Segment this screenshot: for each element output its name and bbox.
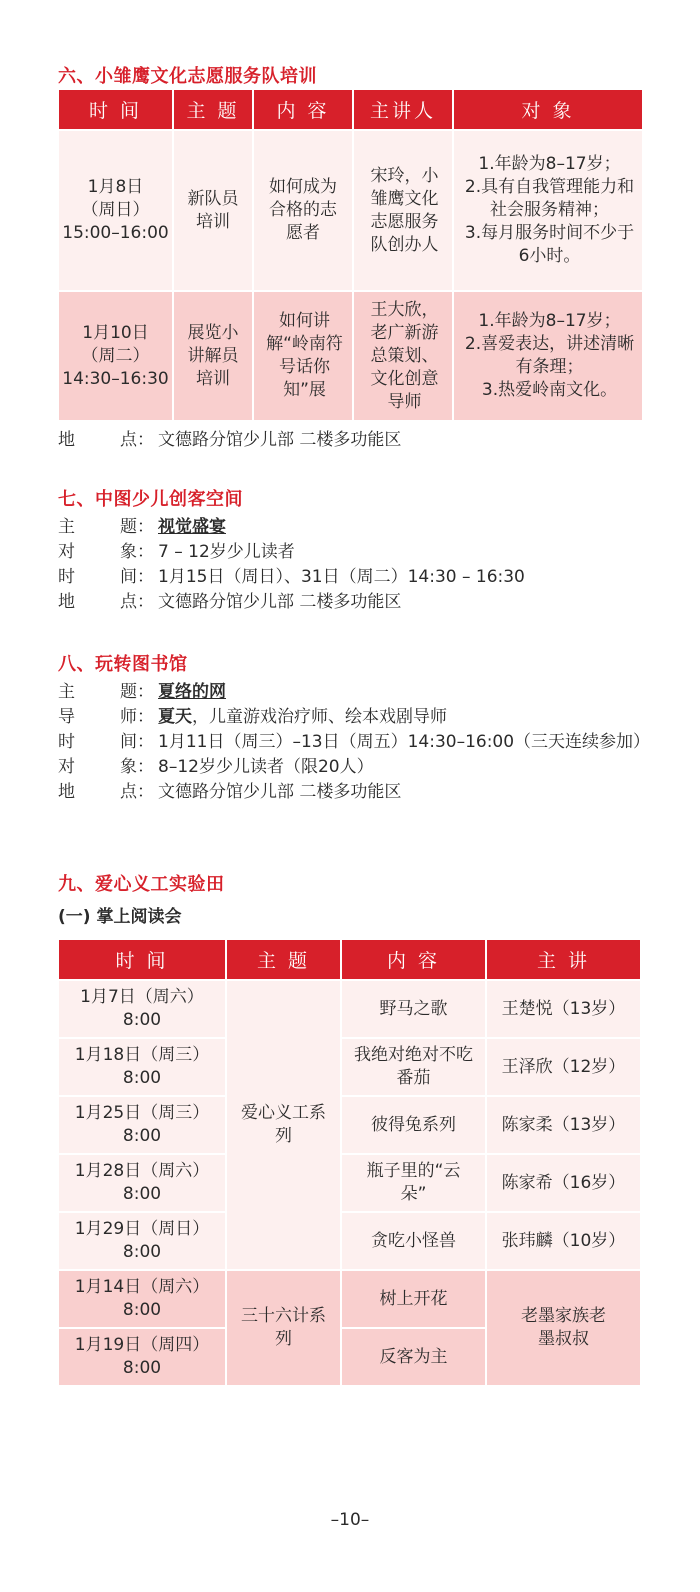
cell-time: 1月8日 （周日） 15:00–16:00 (59, 129, 172, 290)
table-row (59, 1269, 640, 1327)
cell-time: 1月7日（周六） 8:00 (59, 979, 225, 1037)
cell-time: 1月14日（周六） 8:00 (59, 1269, 225, 1327)
section8-theme: 夏络的网 (158, 682, 226, 702)
section7-time: 1月15日（周日）、31日（周二）14:30 – 16:30 (158, 567, 525, 587)
cell-content: 贪吃小怪兽 (342, 1211, 485, 1269)
cell-content: 彼得兔系列 (342, 1095, 485, 1153)
section7-info: 主 题 ： 视觉盛宴 对 象 ： 7 – 12岁少儿读者 时 间 ： 1月15日（周日）、31日（周二）14:30 – 16:30 地 点 ： 文德路分馆少儿部 二楼多功能区 (58, 515, 658, 615)
cell-time: 1月25日（周三） 8:00 (59, 1095, 225, 1153)
section7-theme: 视觉盛宴 (158, 517, 226, 537)
cell-content: 我绝对绝对不吃番茄 (342, 1037, 485, 1095)
header-target: 对 象 (454, 90, 642, 129)
cell-speaker: 陈家希（16岁） (487, 1153, 640, 1211)
section9-title: 九、爱心义工实验田 (58, 874, 225, 895)
header-time: 时 间 (59, 940, 225, 979)
header-content: 内 容 (254, 90, 352, 129)
cell-target: 1.年龄为8–17岁； 2.喜爱表达，讲述清晰有条理； 3.热爱岭南文化。 (454, 290, 642, 420)
cell-speaker: 宋玲，小雏鹰文化志愿服务队创办人 (354, 129, 452, 290)
header-speaker: 主 讲 (487, 940, 640, 979)
section7-location: 文德路分馆少儿部 二楼多功能区 (158, 592, 402, 612)
reading-session-table (57, 940, 642, 1385)
cell-time: 1月10日 （周二） 14:30–16:30 (59, 290, 172, 420)
header-time: 时 间 (59, 90, 172, 129)
cell-speaker: 王大欣，老广新游总策划、文化创意导师 (354, 290, 452, 420)
cell-content: 如何成为合格的志愿者 (254, 129, 352, 290)
volunteer-training-table (57, 90, 644, 420)
section6-title: 六、小雏鹰文化志愿服务队培训 (58, 66, 317, 87)
cell-topic-volunteer: 爱心义工系列 (227, 979, 340, 1269)
location-label: 地 点 ： (58, 428, 158, 453)
cell-target: 1.年龄为8–17岁； 2.具有自我管理能力和社会服务精神； 3.每月服务时间不少于6小时。 (454, 129, 642, 290)
header-content: 内 容 (342, 940, 485, 979)
cell-topic: 新队员培训 (174, 129, 252, 290)
section8-location: 文德路分馆少儿部 二楼多功能区 (158, 782, 402, 802)
header-speaker: 主讲人 (354, 90, 452, 129)
section9-subtitle: (一) 掌上阅读会 (58, 907, 182, 927)
cell-time: 1月28日（周六） 8:00 (59, 1153, 225, 1211)
cell-topic: 展览小讲解员培训 (174, 290, 252, 420)
cell-time: 1月19日（周四） 8:00 (59, 1327, 225, 1385)
page-number: –10– (330, 1510, 370, 1530)
section6-location: 地 点 ： 文德路分馆少儿部 二楼多功能区 (58, 428, 658, 453)
table-row (59, 1211, 640, 1269)
cell-content: 反客为主 (342, 1327, 485, 1385)
cell-speaker-group: 老墨家族老墨叔叔 (487, 1269, 640, 1385)
table-row (59, 129, 642, 290)
table-row (59, 1037, 640, 1095)
section8-mentor: 夏天，儿童游戏治疗师、绘本戏剧导师 (158, 707, 447, 727)
cell-speaker: 王楚悦（13岁） (487, 979, 640, 1037)
cell-time: 1月29日（周日） 8:00 (59, 1211, 225, 1269)
table-row (59, 290, 642, 420)
table-row (59, 1153, 640, 1211)
cell-speaker: 王泽欣（12岁） (487, 1037, 640, 1095)
section7-title: 七、中图少儿创客空间 (58, 489, 243, 510)
section8-audience: 8–12岁少儿读者（限20人） (158, 757, 374, 777)
cell-content: 树上开花 (342, 1269, 485, 1327)
cell-time: 1月18日（周三） 8:00 (59, 1037, 225, 1095)
cell-content: 野马之歌 (342, 979, 485, 1037)
cell-speaker: 张玮麟（10岁） (487, 1211, 640, 1269)
header-topic: 主 题 (227, 940, 340, 979)
cell-content: 如何讲解“岭南符号话你知”展 (254, 290, 352, 420)
cell-content: 瓶子里的“云朵” (342, 1153, 485, 1211)
header-topic: 主 题 (174, 90, 252, 129)
table-header-row (59, 940, 640, 979)
cell-topic-36-strategies: 三十六计系列 (227, 1269, 340, 1385)
cell-speaker: 陈家柔（13岁） (487, 1095, 640, 1153)
section7-audience: 7 – 12岁少儿读者 (158, 542, 295, 562)
section8-time: 1月11日（周三）–13日（周五）14:30–16:00（三天连续参加） (158, 732, 651, 752)
table-row (59, 979, 640, 1037)
table-header-row (59, 90, 642, 129)
section8-info: 主 题 ： 夏络的网 导 师 ： 夏天，儿童游戏治疗师、绘本戏剧导师 时 间 ： 1月11日（周三）–13日（周五）14:30–16:00（三天连续参加） 对 象 ： 8–12岁少儿读者（限20人） 地 点 ： 文德路分馆少儿部 二楼多功能区 (58, 680, 658, 805)
section8-title: 八、玩转图书馆 (58, 654, 188, 675)
table-row (59, 1095, 640, 1153)
